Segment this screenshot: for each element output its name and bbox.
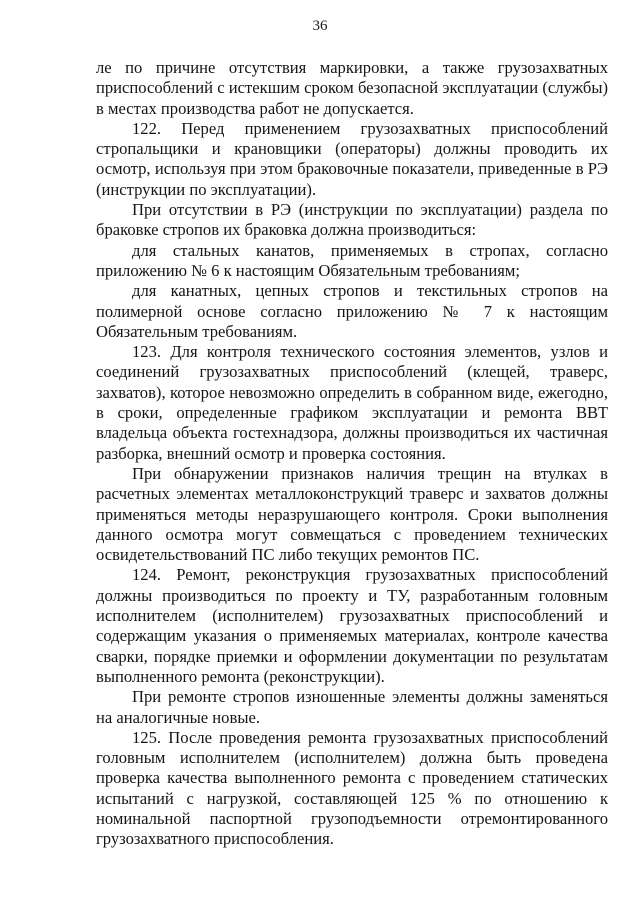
paragraph-item-123: 123. Для контроля технического состояния элементов, узлов и соединений грузозахватных приспособлений (клещей, траверс, захватов), которое невозможно определить в собранном виде, ежегодно, в сроки, определенные графиком эксплуатации и ремонта ВВТ владельца объекта гостехнадзора, должны производиться их частичная разборка, внешний осмотр и проверка состояния.	[96, 342, 608, 463]
paragraph-steel-ropes: для стальных канатов, применяемых в стропах, согласно приложению № 6 к настоящим Обязательным требованиям;	[96, 240, 608, 280]
paragraph-item-122: 122. Перед применением грузозахватных приспособлений стропальщики и крановщики (операторы) должны проводить их осмотр, используя при этом браковочные показатели, приведенные в РЭ (инструкции по эксплуатации).	[96, 118, 608, 199]
paragraph-crack-detection: При обнаружении признаков наличия трещин на втулках в расчетных элементах металлоконструкций траверс и захватов должны применяться методы неразрушающего контроля. Сроки выполнения данного осмотра могут совмещаться с проведением технических освидетельствований ПС либо текущих ремонтов ПС.	[96, 463, 608, 565]
document-body	[96, 58, 608, 850]
paragraph-sling-repair: При ремонте стропов изношенные элементы должны заменяться на аналогичные новые.	[96, 687, 608, 727]
paragraph-continuation: ле по причине отсутствия маркировки, а также грузозахватных приспособлений с истекшим сроком безопасной эксплуатации (службы) в местах производства работ не допускается.	[96, 58, 608, 118]
paragraph-item-124: 124. Ремонт, реконструкция грузозахватных приспособлений должны производиться по проекту и ТУ, разработанным головным исполнителем (исполнителем) грузозахватных приспособлений и содержащим указания о применяемых материалах, контроле качества сварки, порядке приемки и оформлении документации по результатам выполненного ремонта (реконструкции).	[96, 565, 608, 686]
paragraph-chain-textile-slings: для канатных, цепных стропов и текстильных стропов на полимерной основе согласно приложению № 7 к настоящим Обязательным требованиям.	[96, 281, 608, 341]
paragraph-rejection-absence: При отсутствии в РЭ (инструкции по эксплуатации) раздела по браковке стропов их браковка должна производиться:	[96, 200, 608, 240]
paragraph-item-125: 125. После проведения ремонта грузозахватных приспособлений головным исполнителем (исполнителем) должна быть проведена проверка качества выполненного ремонта с проведением статических испытаний с нагрузкой, составляющей 125 % по отношению к номинальной паспортной грузоподъемности отремонтированного грузозахватного приспособления.	[96, 727, 608, 849]
page-number: 36	[312, 18, 328, 34]
